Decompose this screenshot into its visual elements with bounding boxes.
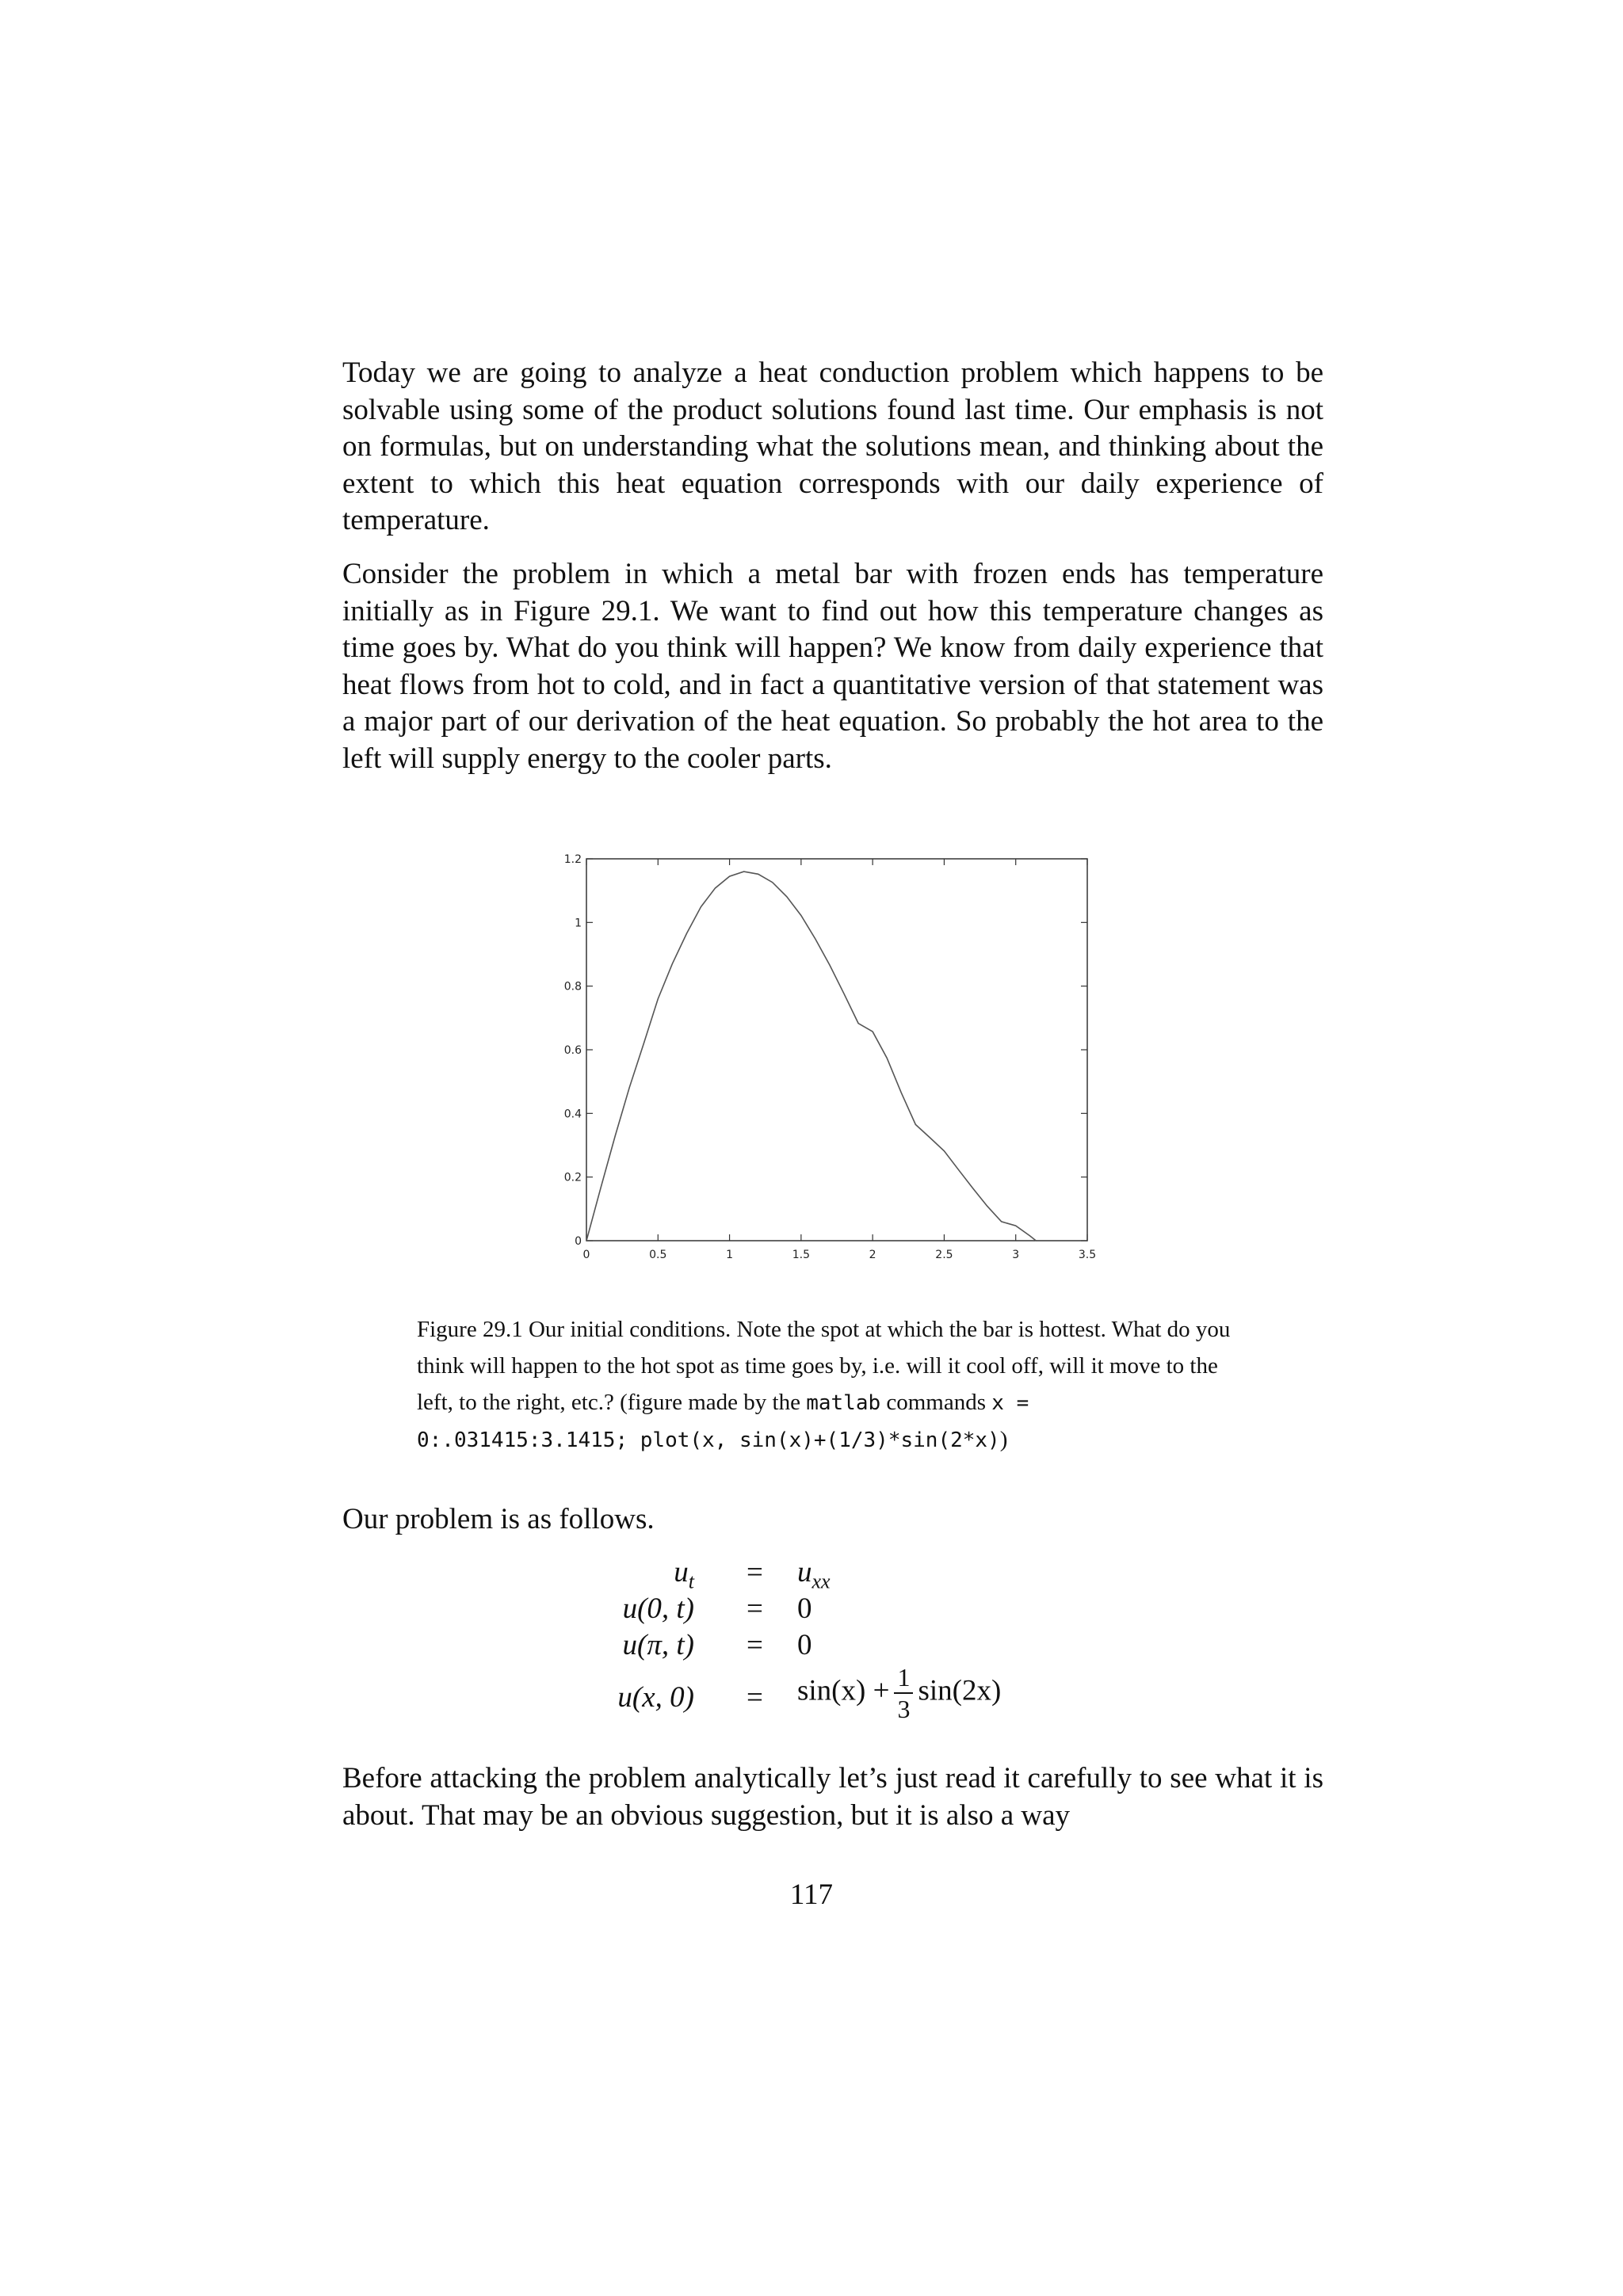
- equation-rhs: sin(x) + $\frac{1}{3}$ sin(2x): [797, 1663, 1002, 1723]
- problem-paragraph: Consider the problem in which a metal bar with frozen ends has temperature initially as in Figure 29.1. We want to find out how this temperature changes as time goes by. What do you think will happen? We know from daily experience that heat flows from hot to cold, and in fact a quantitative version of that statement was a major part of our derivation of the heat equation. So probably the hot area to the left will supply energy to the cooler parts.: [342, 558, 1323, 775]
- x-tick-label: 0.5: [649, 1249, 667, 1261]
- equation-rhs: 0: [797, 1592, 812, 1625]
- equation-lhs: u(0, t): [622, 1592, 694, 1625]
- equation-lhs: $u_t$: [674, 1556, 694, 1593]
- temperature-curve: [586, 871, 1036, 1241]
- caption-text: Figure 29.1 Our initial conditions. Note the spot at which the bar is hottest. What do you think will happen to the hot spot as time goes by, i.e. will it cool off, will it move to the left, to the right, etc.? (figure made by the: [417, 1317, 1231, 1415]
- equation-lhs: u(π, t): [622, 1629, 694, 1661]
- equation-right-boundary: [523, 1628, 1141, 1668]
- y-tick-label: 0.8: [563, 980, 582, 994]
- caption-text-2: commands: [880, 1390, 992, 1415]
- y-tick-label: 0: [575, 1235, 582, 1248]
- x-tick-label: 0: [582, 1249, 590, 1261]
- equals-sign: =: [747, 1592, 763, 1625]
- equation-rhs: 0: [797, 1629, 812, 1661]
- intro-paragraph: Today we are going to analyze a heat conduction problem which happens to be solvable using some of the product solutions found last time. Our emphasis is not on formulas, but on understanding what the solutions mean, and thinking about the extent to which this heat equation corresponds with our daily experience of temperature.: [342, 357, 1323, 537]
- problem-intro-paragraph: Our problem is as follows.: [342, 1503, 655, 1535]
- equation-initial-condition: [523, 1665, 1141, 1728]
- equation-system: [523, 1555, 1141, 1730]
- figure-caption: [417, 1311, 1249, 1459]
- fraction-one-third: $\frac{1}{3}$: [894, 1665, 913, 1722]
- equals-sign: =: [747, 1681, 763, 1714]
- x-tick-label: 3: [1012, 1249, 1020, 1261]
- y-tick-label: 1: [575, 917, 582, 930]
- equation-heat: [523, 1555, 1141, 1595]
- caption-text-3: ): [999, 1427, 1008, 1452]
- x-tick-labels: [583, 1249, 1097, 1261]
- y-tick-labels: [564, 853, 582, 1248]
- equals-sign: =: [747, 1629, 763, 1661]
- equation-left-boundary: [523, 1592, 1141, 1631]
- initial-temperature-chart: [523, 840, 1109, 1283]
- x-tick-label: 2: [869, 1249, 876, 1261]
- caption-code-matlab: matlab: [806, 1391, 881, 1415]
- y-tick-label: 1.2: [563, 853, 582, 866]
- equation-lhs: u(x, 0): [617, 1681, 694, 1714]
- y-tick-label: 0.6: [563, 1044, 582, 1057]
- figure-29-1: [523, 840, 1109, 1283]
- plot-frame: [586, 859, 1087, 1241]
- equation-rhs: $u_{xx}$: [797, 1556, 831, 1593]
- equals-sign: =: [747, 1556, 763, 1589]
- axis-ticks: [586, 859, 1087, 1241]
- page-number: 117: [789, 1878, 834, 1911]
- x-tick-label: 1.5: [792, 1249, 810, 1261]
- x-tick-label: 1: [726, 1249, 734, 1261]
- x-tick-label: 2.5: [935, 1249, 953, 1261]
- y-tick-label: 0.2: [563, 1171, 582, 1184]
- analysis-paragraph: Before attacking the problem analytically let’s just read it carefully to see what it is about. That may be an obvious suggestion, but it is also a way: [342, 1762, 1323, 1832]
- x-tick-label: 3.5: [1078, 1249, 1097, 1261]
- y-tick-label: 0.4: [563, 1108, 582, 1121]
- caption-code-commands: x = 0:.031415:3.1415; plot(x, sin(x)+(1/3)*sin(2*x): [417, 1391, 1029, 1452]
